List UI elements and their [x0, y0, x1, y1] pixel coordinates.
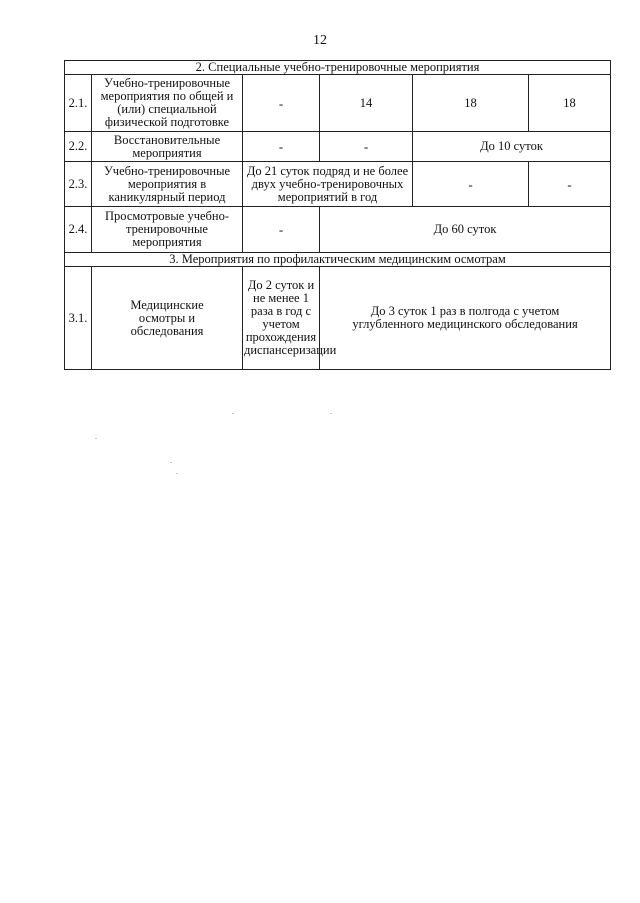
cell-col3: -	[413, 162, 529, 207]
scan-speck	[330, 413, 332, 414]
section-3-title: 3. Мероприятия по профилактическим медицинским осмотрам	[65, 253, 611, 267]
table-row	[65, 207, 611, 253]
cell-col1-2: До 21 суток подряд и не более двух учебно-тренировочных мероприятий в год	[243, 162, 413, 207]
row-number: 2.2.	[65, 132, 92, 162]
event-name: Медицинские осмотры и обследования	[92, 267, 243, 370]
section-header-row	[65, 61, 611, 75]
cell-col3-4: До 10 суток	[413, 132, 611, 162]
cell-col2: 14	[320, 75, 413, 132]
cell-col1: -	[243, 75, 320, 132]
event-name-text: Учебно-тренировочные мероприятия по общей и (или) специальной физической подготовке	[100, 76, 234, 129]
row-number: 3.1.	[65, 267, 92, 370]
event-name: Восстановительные мероприятия	[92, 132, 243, 162]
event-name	[92, 75, 243, 132]
scan-speck	[170, 462, 172, 463]
row-number: 2.4.	[65, 207, 92, 253]
table-row	[65, 75, 611, 132]
cell-col2-4: До 3 суток 1 раз в полгода с учетом углубленного медицинского обследования	[320, 267, 611, 370]
event-name: Учебно-тренировочные мероприятия в каникулярный период	[92, 162, 243, 207]
cell-col4: 18	[529, 75, 611, 132]
cell-col3: 18	[413, 75, 529, 132]
row-number: 2.1.	[65, 75, 92, 132]
scan-speck	[95, 438, 97, 439]
table-row	[65, 162, 611, 207]
section-header-row	[65, 253, 611, 267]
cell-col1: -	[243, 132, 320, 162]
events-table	[64, 60, 611, 370]
table-row	[65, 267, 611, 370]
table-row	[65, 132, 611, 162]
page-number: 12	[313, 33, 327, 48]
cell-col1: До 2 суток и не менее 1 раза в год с учетом прохождения диспансеризации	[243, 267, 320, 370]
event-name: Просмотровые учебно-тренировочные мероприятия	[92, 207, 243, 253]
row-number: 2.3.	[65, 162, 92, 207]
scan-speck	[232, 413, 234, 414]
cell-col1: -	[243, 207, 320, 253]
section-2-title: 2. Специальные учебно-тренировочные мероприятия	[65, 61, 611, 75]
cell-col2-4: До 60 суток	[320, 207, 611, 253]
cell-col4: -	[529, 162, 611, 207]
cell-col2: -	[320, 132, 413, 162]
scan-speck	[176, 473, 178, 474]
